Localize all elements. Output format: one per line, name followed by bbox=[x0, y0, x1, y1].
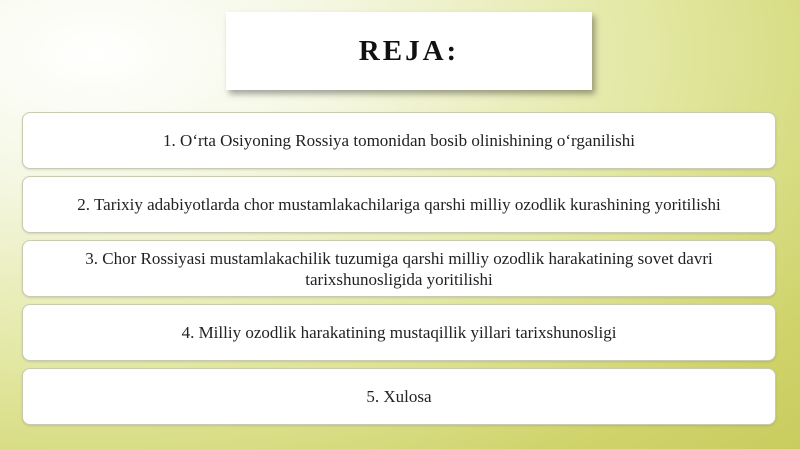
plan-item-text: 4. Milliy ozodlik harakatining mustaqillik yillari tarixshunosligi bbox=[181, 323, 617, 342]
plan-item-2[interactable] bbox=[22, 176, 776, 233]
plan-item-5[interactable] bbox=[22, 368, 776, 425]
plan-item-text: 1. O‘rta Osiyoning Rossiya tomonidan bosib olinishining o‘rganilishi bbox=[163, 131, 635, 150]
plan-item-1[interactable] bbox=[22, 112, 776, 169]
plan-item-4[interactable] bbox=[22, 304, 776, 361]
plan-item-text: 2. Tarixiy adabiyotlarda chor mustamlakachilariga qarshi milliy ozodlik kurashining yoritilishi bbox=[77, 195, 721, 214]
plan-item-3[interactable] bbox=[22, 240, 776, 297]
title-box bbox=[226, 12, 592, 90]
plan-item-text: 3. Chor Rossiyasi mustamlakachilik tuzumiga qarshi milliy ozodlik harakatining sovet davri tarixshunosligida yoritilishi bbox=[85, 248, 713, 289]
slide-title: REJA: bbox=[358, 34, 460, 67]
plan-item-text: 5. Xulosa bbox=[366, 387, 432, 406]
